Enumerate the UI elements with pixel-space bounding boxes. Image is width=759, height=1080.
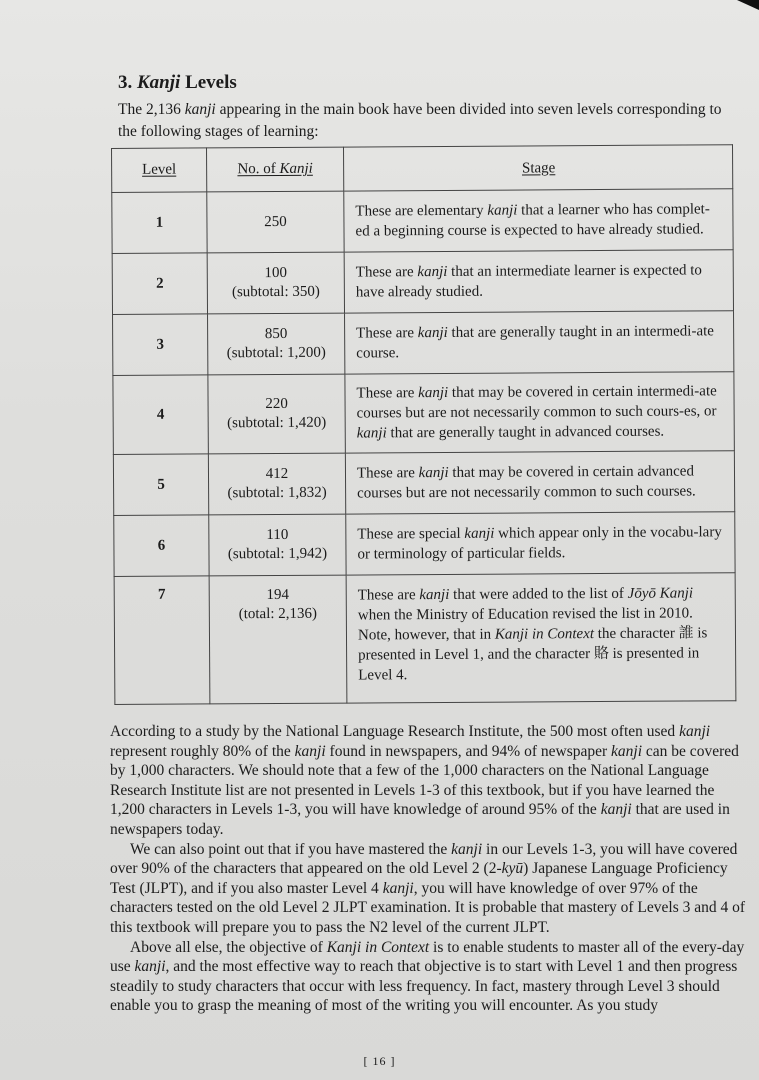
level-cell: 3 <box>113 314 208 376</box>
count-cell: 194 (total: 2,136) <box>209 575 347 704</box>
stage-cell: These are kanji that may be covered in certain intermedi-ate courses but are not necessarily common to such cours-es, or kanji that are generally taught in advanced courses. <box>345 372 734 453</box>
count-cell: 412 (subtotal: 1,832) <box>208 453 345 515</box>
paragraph-1: According to a study by the National Language Research Institute, the 500 most often used kanji represent roughly 80% of the kanji found in newspapers, and 94% of newspaper kanji can be covered by 1,000 characters. We should note that a few of the 1,000 characters on the National Language Research Institute list are not presented in Levels 1-3 of this textbook, but if you have learned the 1,200 characters in Levels 1-3, you will have knowledge of around 95% of the kanji that are used in newspapers today. <box>110 723 739 838</box>
count-cell: 110 (subtotal: 1,942) <box>209 514 346 576</box>
paragraph-3: Above all else, the objective of Kanji in Context is to enable students to master all of the every-day use kanji, and the most effective way to reach that objective is to start with Level 1 and then progress steadily to study characters that occur with less frequency. In fact, mastery through Level 3 should enable you to grasp the meaning of most of the writing you will encounter. As you study <box>110 938 745 1015</box>
level-cell: 1 <box>112 192 207 254</box>
kanji-levels-table <box>111 144 736 705</box>
table-row <box>113 311 734 376</box>
level-cell: 5 <box>113 454 208 516</box>
paragraph-2: We can also point out that if you have mastered the kanji in our Levels 1-3, you will have covered over 90% of the characters that appeared on the old Level 2 (2-kyū) Japanese Language Proficiency Test (JLPT), and if you also master Level 4 kanji, you will have knowledge of over 97% of the characters tested on the old Level 2 JLPT examination. It is probable that mastery of Levels 3 and 4 of this textbook will prepare you to pass the N2 level of the current JLPT. <box>110 840 746 936</box>
stage-cell: These are kanji that an intermediate learner is expected to have already studied. <box>344 250 733 313</box>
table-row <box>112 250 733 315</box>
count-cell: 850 (subtotal: 1,200) <box>208 313 345 375</box>
section-title-italic: Kanji <box>137 72 181 93</box>
count-cell: 100 (subtotal: 350) <box>207 252 344 314</box>
header-number-of-kanji: No. of Kanji <box>207 147 344 192</box>
level-cell: 7 <box>114 576 210 705</box>
count-cell: 220 (subtotal: 1,420) <box>208 374 345 454</box>
stage-cell: These are kanji that may be covered in certain advanced courses but are not necessarily common to such courses. <box>345 451 734 514</box>
stage-cell: These are kanji that are generally taught in an intermedi-ate course. <box>345 311 734 374</box>
header-level: Level <box>112 148 207 193</box>
body-text <box>110 722 753 1016</box>
level-cell: 2 <box>112 253 207 315</box>
stage-cell: These are kanji that were added to the list of Jōyō Kanji when the Ministry of Education revised the list in 2010. Note, however, that in Kanji in Context the character 誰 is presented in Level 1, and the character 賂 is presented in Level 4. <box>346 573 736 703</box>
section-title-rest: Levels <box>185 72 237 93</box>
subtotal: (subtotal: 1,942) <box>227 545 328 563</box>
subtotal: (total: 2,136) <box>238 605 318 623</box>
count-cell: 250 <box>207 191 344 253</box>
table-header-row <box>112 145 733 193</box>
intro-paragraph: The 2,136 kanji appearing in the main book have been divided into seven levels corresponding to the following stages of learning: <box>118 101 722 140</box>
table-row <box>112 189 733 254</box>
subtotal: (subtotal: 1,420) <box>227 414 327 432</box>
table-row <box>113 451 734 516</box>
section-heading <box>118 72 237 94</box>
table-row <box>113 372 734 455</box>
stage-cell: These are elementary kanji that a learner who has complet-ed a beginning course is expected to have already studied. <box>344 189 733 252</box>
subtotal: (subtotal: 350) <box>231 283 320 301</box>
table-row <box>114 573 736 705</box>
page-number: [ 16 ] <box>363 1054 396 1068</box>
level-cell: 6 <box>114 515 209 577</box>
corner-mark <box>737 0 759 10</box>
subtotal: (subtotal: 1,200) <box>226 344 326 362</box>
section-number: 3. <box>118 72 133 93</box>
table-row <box>114 512 735 577</box>
stage-cell: These are special kanji which appear only in the vocabu-lary or terminology of particular fields. <box>346 512 735 575</box>
subtotal: (subtotal: 1,832) <box>227 484 327 502</box>
header-stage: Stage <box>343 145 732 191</box>
level-cell: 4 <box>113 375 208 455</box>
